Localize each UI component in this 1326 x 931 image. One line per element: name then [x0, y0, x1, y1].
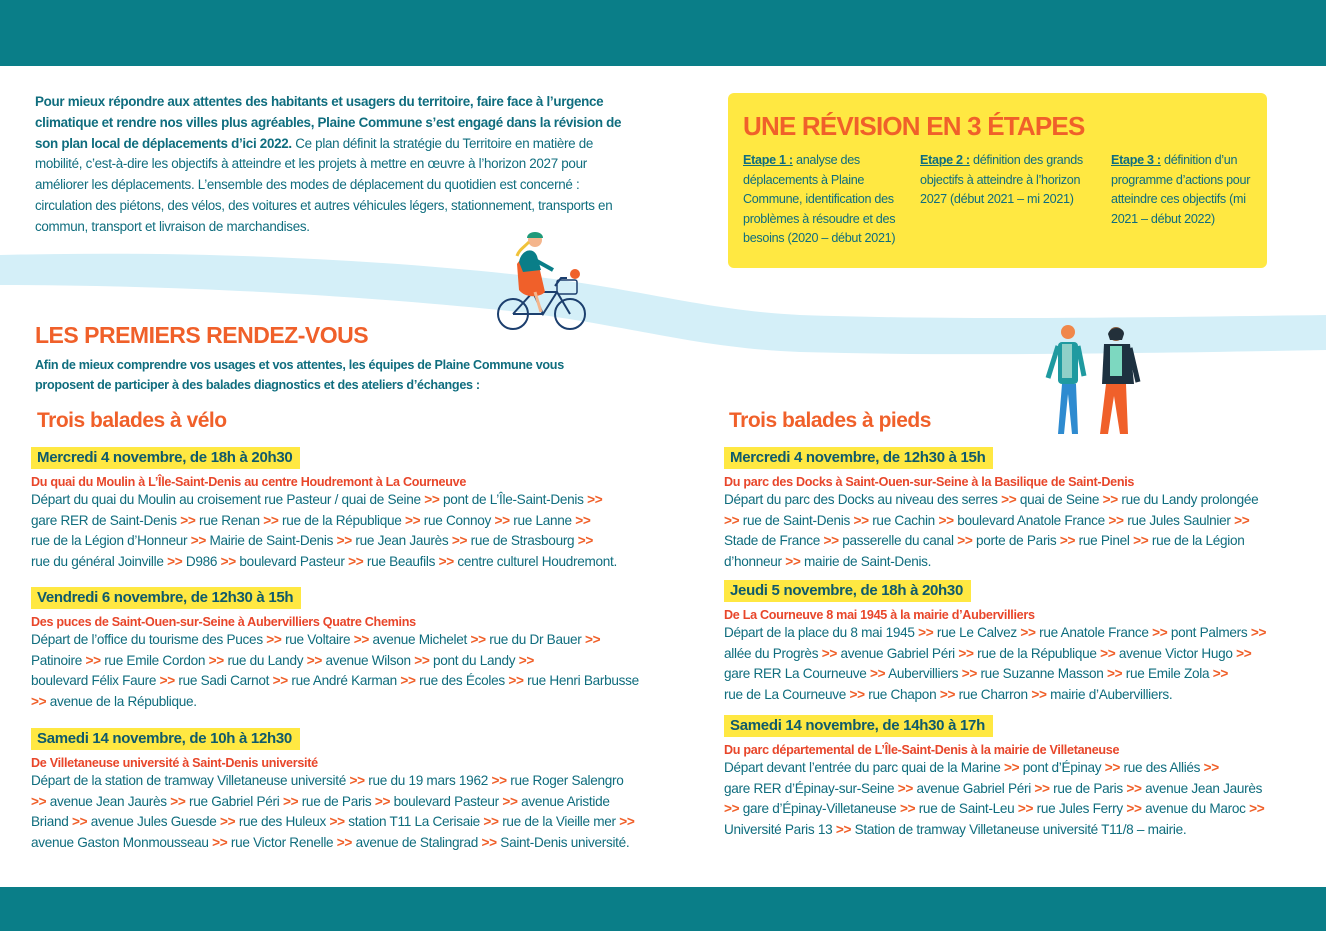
route-stop: centre culturel Houdremont. — [457, 553, 617, 569]
route-stop: d’honneur — [724, 553, 782, 569]
route-separator: >> — [272, 673, 288, 689]
route-separator: >> — [1001, 492, 1017, 507]
route-separator: >> — [31, 793, 47, 809]
route-separator: >> — [336, 533, 352, 549]
route-separator: >> — [1104, 760, 1121, 775]
route-separator: >> — [1234, 512, 1250, 528]
route-stop: rue Beaufils — [366, 553, 436, 569]
route-separator: >> — [724, 512, 740, 528]
route-description — [724, 490, 1258, 572]
velo-event-2 — [31, 587, 639, 712]
pieds-title: Trois balades à pieds — [729, 409, 931, 432]
route-title: De Villetaneuse université à Saint-Denis université — [31, 756, 318, 770]
route-stop: boulevard Félix Faure — [31, 673, 157, 689]
route-stop: rue de la Légion — [1151, 533, 1245, 549]
route-stop: rue Emile Zola — [1125, 666, 1210, 682]
route-separator: >> — [306, 652, 322, 668]
rdv-title: LES PREMIERS RENDEZ-VOUS — [35, 322, 369, 348]
route-description — [31, 490, 617, 572]
route-separator: >> — [180, 512, 196, 528]
route-stop: Patinoire — [31, 652, 82, 668]
route-separator: >> — [853, 512, 869, 528]
route-separator: >> — [481, 834, 497, 850]
route-stop: rue de la République — [282, 512, 402, 528]
route-stop: station T11 La Cerisaie — [348, 814, 480, 830]
step-3-label: Etape 3 : — [1111, 153, 1161, 167]
route-line — [31, 552, 617, 573]
route-separator: >> — [821, 645, 837, 661]
route-separator: >> — [1017, 801, 1034, 817]
cyclist-illustration — [495, 226, 590, 336]
route-title: Du quai du Moulin à L’Île-Saint-Denis au centre Houdremont à La Courneuve — [31, 475, 467, 489]
intro-bold: Pour mieux répondre aux attentes des habitants et usagers du territoire, faire face à l’urgence climatique et rendre nos villes plus agréables, Plaine Commune s’est engagé dans la révision de son plan local de déplacements d’ici 2022. — [35, 94, 622, 151]
route-title: De La Courneuve 8 mai 1945 à la mairie d’Aubervilliers — [724, 608, 1035, 622]
route-separator: >> — [502, 793, 518, 809]
route-separator: >> — [1250, 625, 1267, 640]
route-separator: >> — [220, 814, 236, 830]
route-line — [31, 630, 639, 651]
route-stop: quai de Seine — [1019, 492, 1100, 507]
route-separator: >> — [167, 553, 183, 569]
route-stop: gare RER de Saint-Denis — [31, 512, 177, 528]
rdv-subtitle: Afin de mieux comprendre vos usages et vos attentes, les équipes de Plaine Commune vous proposent de participer à des balades diagnostics et des ateliers d’échanges : — [35, 358, 564, 392]
route-line — [724, 623, 1266, 644]
intro-paragraph — [35, 92, 635, 238]
route-stop: D986 — [185, 553, 218, 569]
route-stop: avenue Gabriel Péri — [916, 780, 1031, 796]
route-stop: rue Chapon — [868, 686, 937, 702]
route-separator: >> — [208, 652, 224, 668]
route-title: Des puces de Saint-Ouen-sur-Seine à Aubervilliers Quatre Chemins — [31, 615, 416, 629]
route-line — [724, 490, 1258, 511]
route-separator: >> — [71, 814, 88, 830]
step-2-text: définition des grands objectifs à atteindre à l’horizon 2027 (début 2021 – mi 2021) — [920, 153, 1083, 206]
route-stop: rue Renan — [198, 512, 260, 528]
route-stop: avenue Victor Hugo — [1118, 645, 1233, 661]
route-stop: rue Connoy — [423, 512, 492, 528]
route-stop: rue de Paris — [1053, 780, 1123, 796]
route-stop: rue de La Courneuve — [724, 686, 847, 702]
route-stop: avenue Jean Jaurès — [49, 793, 167, 809]
route-stop: rue du Landy — [227, 652, 304, 668]
route-separator: >> — [1059, 533, 1076, 549]
route-separator: >> — [823, 533, 839, 549]
step-2 — [920, 151, 1096, 210]
route-stop: rue Roger Salengro — [510, 773, 624, 788]
route-separator: >> — [1108, 512, 1124, 528]
route-stop: boulevard Anatole France — [957, 512, 1105, 528]
route-stop: rue Sadi Carnot — [178, 673, 270, 689]
route-separator: >> — [414, 652, 430, 668]
route-stop: boulevard Pasteur — [393, 793, 499, 809]
route-stop: rue Gabriel Péri — [189, 793, 280, 809]
route-line — [31, 531, 617, 552]
route-separator: >> — [1102, 492, 1118, 507]
route-stop: rue Emile Cordon — [104, 652, 206, 668]
route-stop: mairie de Saint-Denis. — [804, 553, 932, 569]
route-stop: avenue Michelet — [372, 632, 467, 647]
route-stop: rue Henri Barbusse — [527, 673, 639, 689]
route-stop: rue Charron — [958, 686, 1028, 702]
route-stop: rue de Strasbourg — [470, 533, 575, 549]
route-separator: >> — [575, 512, 591, 528]
route-stop: avenue de Stalingrad — [355, 834, 479, 850]
route-line — [31, 671, 639, 692]
route-stop: rue Jules Saulnier — [1127, 512, 1231, 528]
route-stop: mairie d’Aubervilliers. — [1050, 686, 1173, 702]
route-separator: >> — [329, 814, 345, 830]
route-separator: >> — [220, 553, 236, 569]
route-stop: rue de la République — [977, 645, 1097, 661]
event-date: Vendredi 6 novembre, de 12h30 à 15h — [31, 587, 301, 609]
route-stop: porte de Paris — [975, 533, 1057, 549]
route-separator: >> — [353, 632, 369, 647]
route-stop: avenue Gabriel Péri — [840, 645, 955, 661]
route-separator: >> — [1203, 760, 1219, 775]
route-separator: >> — [1107, 666, 1123, 682]
route-separator: >> — [584, 632, 601, 647]
route-separator: >> — [1133, 533, 1149, 549]
route-stop: rue des Huleux — [238, 814, 327, 830]
route-line — [724, 820, 1264, 841]
route-stop: rue de la Vieille mer — [502, 814, 616, 830]
route-stop: Briand — [31, 814, 69, 830]
route-stop: rue Jules Ferry — [1036, 801, 1123, 817]
velo-title: Trois balades à vélo — [37, 409, 227, 432]
route-stop: rue Voltaire — [285, 632, 351, 647]
route-stop: Aubervilliers — [888, 666, 959, 682]
route-separator: >> — [483, 814, 499, 830]
route-stop: rue Anatole France — [1039, 625, 1149, 640]
route-separator: >> — [282, 793, 299, 809]
route-separator: >> — [961, 666, 977, 682]
route-description — [724, 758, 1264, 840]
route-stop: rue du 19 mars 1962 — [368, 773, 488, 788]
route-stop: avenue Wilson — [325, 652, 411, 668]
walkers-illustration — [1040, 322, 1144, 444]
route-stop: rue Le Calvez — [936, 625, 1017, 640]
route-separator: >> — [518, 652, 535, 668]
step-3-text: définition d’un programme d’actions pour atteindre ces objectifs (mi 2021 – début 2022) — [1111, 153, 1251, 226]
route-stop: avenue Aristide — [521, 793, 610, 809]
route-separator: >> — [870, 666, 886, 682]
event-date: Mercredi 4 novembre, de 18h à 20h30 — [31, 447, 300, 469]
route-stop: rue du général Joinville — [31, 553, 164, 569]
route-stop: rue des Écoles — [419, 673, 505, 689]
route-separator: >> — [899, 801, 916, 817]
route-stop: Station de tramway Villetaneuse université T11/8 – mairie. — [854, 821, 1187, 837]
route-line — [724, 685, 1266, 706]
route-stop: rue de Saint-Denis — [742, 512, 850, 528]
event-date: Mercredi 4 novembre, de 12h30 à 15h — [724, 447, 993, 469]
route-line — [31, 792, 635, 813]
route-line — [31, 833, 635, 854]
route-line — [31, 692, 639, 713]
route-separator: >> — [939, 686, 956, 702]
route-stop: rue Lanne — [513, 512, 572, 528]
route-line — [31, 771, 635, 792]
route-separator: >> — [1004, 760, 1020, 775]
route-stop: rue Suzanne Masson — [980, 666, 1104, 682]
route-separator: >> — [31, 693, 47, 709]
route-separator: >> — [849, 686, 865, 702]
route-separator: >> — [1020, 625, 1036, 640]
route-stop: Université Paris 13 — [724, 821, 833, 837]
step-2-label: Etape 2 : — [920, 153, 970, 167]
route-line — [724, 664, 1266, 685]
route-stop: rue de Saint-Leu — [918, 801, 1015, 817]
revision-box — [728, 93, 1267, 268]
route-separator: >> — [349, 773, 365, 788]
route-stop: rue des Alliés — [1123, 760, 1201, 775]
intro-text: Ce plan définit la stratégie du Territoire en matière de mobilité, c’est-à-dire les objectifs à atteindre et les projets à mettre en œuvre à l’horizon 2027 pour améliorer les déplacements. L’ensemble des modes de déplacement du quotidien est concerné : circulation des piétons, des vélos, des voitures et autres véhicules légers, stationnement, transports en commun, transport et livraison de marchandises. — [35, 135, 613, 234]
route-separator: >> — [400, 673, 416, 689]
route-separator: >> — [918, 625, 934, 640]
route-separator: >> — [724, 801, 740, 817]
route-stop: pont du Landy — [432, 652, 516, 668]
route-title: Du parc départemental de L’Île-Saint-Denis à la mairie de Villetaneuse — [724, 743, 1120, 757]
top-band — [0, 0, 1326, 66]
route-stop: avenue Gaston Monmousseau — [31, 834, 209, 850]
route-separator: >> — [958, 645, 974, 661]
step-1-text: analyse des déplacements à Plaine Commune, identification des problèmes à résoudre et des besoins (2020 – début 2021) — [743, 153, 896, 245]
route-stop: avenue du Maroc — [1145, 801, 1246, 817]
route-stop: Stade de France — [724, 533, 821, 549]
route-separator: >> — [835, 821, 852, 837]
route-line — [724, 758, 1264, 779]
route-stop: pont de L’Île-Saint-Denis — [443, 492, 584, 507]
route-line — [31, 812, 635, 833]
pieds-event-1 — [724, 447, 1258, 572]
pieds-event-3 — [724, 715, 1264, 840]
route-stop: Départ de la place du 8 mai 1945 — [724, 625, 915, 640]
route-stop: Saint-Denis université. — [500, 834, 630, 850]
route-separator: >> — [451, 533, 468, 549]
route-stop: rue André Karman — [291, 673, 397, 689]
route-stop: rue Pinel — [1078, 533, 1130, 549]
route-stop: Départ de la station de tramway Villetaneuse université — [31, 773, 346, 788]
route-stop: gare d’Épinay-Villetaneuse — [742, 801, 897, 817]
route-separator: >> — [938, 512, 954, 528]
route-line — [724, 779, 1264, 800]
route-stop: gare RER La Courneuve — [724, 666, 867, 682]
route-separator: >> — [336, 834, 353, 850]
route-stop: allée du Progrès — [724, 645, 819, 661]
route-stop: rue de Paris — [301, 793, 372, 809]
route-stop: rue Cachin — [872, 512, 935, 528]
revision-title: UNE RÉVISION EN 3 ÉTAPES — [743, 111, 1085, 141]
route-separator: >> — [494, 512, 510, 528]
route-separator: >> — [1249, 801, 1265, 817]
velo-event-1 — [31, 447, 617, 572]
route-separator: >> — [438, 553, 454, 569]
bottom-band — [0, 887, 1326, 931]
event-date: Samedi 14 novembre, de 14h30 à 17h — [724, 715, 993, 737]
route-stop: rue Victor Renelle — [230, 834, 334, 850]
route-stop: avenue Jean Jaurès — [1145, 780, 1263, 796]
route-separator: >> — [587, 492, 603, 507]
step-3 — [1111, 151, 1256, 229]
route-separator: >> — [619, 814, 635, 830]
route-separator: >> — [266, 632, 282, 647]
route-stop: passerelle du canal — [842, 533, 954, 549]
route-stop: Départ devant l’entrée du parc quai de la Marine — [724, 760, 1001, 775]
route-stop: gare RER d’Épinay-sur-Seine — [724, 780, 895, 796]
route-separator: >> — [1212, 666, 1228, 682]
route-stop: Départ de l’office du tourisme des Puces — [31, 632, 263, 647]
route-separator: >> — [212, 834, 228, 850]
pieds-event-2 — [724, 580, 1266, 705]
route-separator: >> — [424, 492, 440, 507]
route-separator: >> — [1100, 645, 1116, 661]
route-line — [724, 531, 1258, 552]
route-line — [724, 552, 1258, 573]
event-date: Jeudi 5 novembre, de 18h à 20h30 — [724, 580, 971, 602]
route-stop: pont Palmers — [1170, 625, 1248, 640]
route-stop: boulevard Pasteur — [239, 553, 345, 569]
route-separator: >> — [374, 793, 391, 809]
route-separator: >> — [170, 793, 186, 809]
route-separator: >> — [1126, 801, 1142, 817]
route-separator: >> — [1126, 780, 1142, 796]
route-stop: avenue Jules Guesde — [90, 814, 217, 830]
route-description — [31, 771, 635, 853]
route-separator: >> — [508, 673, 524, 689]
route-line — [724, 799, 1264, 820]
route-separator: >> — [1236, 645, 1252, 661]
route-separator: >> — [159, 673, 175, 689]
route-stop: rue de la Légion d’Honneur — [31, 533, 188, 549]
route-stop: Mairie de Saint-Denis — [209, 533, 334, 549]
event-date: Samedi 14 novembre, de 10h à 12h30 — [31, 728, 300, 750]
route-stop: Départ du quai du Moulin au croisement rue Pasteur / quai de Seine — [31, 492, 421, 507]
route-separator: >> — [577, 533, 594, 549]
step-1 — [743, 151, 905, 249]
route-stop: Départ du parc des Docks au niveau des serres — [724, 492, 998, 507]
route-separator: >> — [470, 632, 486, 647]
route-separator: >> — [348, 553, 364, 569]
route-separator: >> — [190, 533, 206, 549]
route-separator: >> — [785, 553, 801, 569]
route-line — [31, 651, 639, 672]
route-stop: avenue de la République. — [49, 693, 197, 709]
route-separator: >> — [263, 512, 279, 528]
route-description — [724, 623, 1266, 705]
route-line — [31, 511, 617, 532]
route-separator: >> — [85, 652, 101, 668]
route-separator: >> — [404, 512, 421, 528]
route-title: Du parc des Docks à Saint-Ouen-sur-Seine à la Basilique de Saint-Denis — [724, 475, 1135, 489]
route-stop: pont d’Épinay — [1022, 760, 1102, 775]
route-description — [31, 630, 639, 712]
route-line — [31, 490, 617, 511]
route-separator: >> — [1031, 686, 1047, 702]
route-stop: rue du Dr Bauer — [489, 632, 582, 647]
velo-event-3 — [31, 728, 635, 853]
route-separator: >> — [897, 780, 913, 796]
route-line — [724, 511, 1258, 532]
route-separator: >> — [1152, 625, 1168, 640]
route-separator: >> — [1034, 780, 1050, 796]
route-stop: rue du Landy prolongée — [1121, 492, 1259, 507]
route-stop: rue Jean Jaurès — [355, 533, 449, 549]
route-line — [724, 644, 1266, 665]
route-separator: >> — [491, 773, 507, 788]
step-1-label: Etape 1 : — [743, 153, 793, 167]
route-separator: >> — [957, 533, 973, 549]
